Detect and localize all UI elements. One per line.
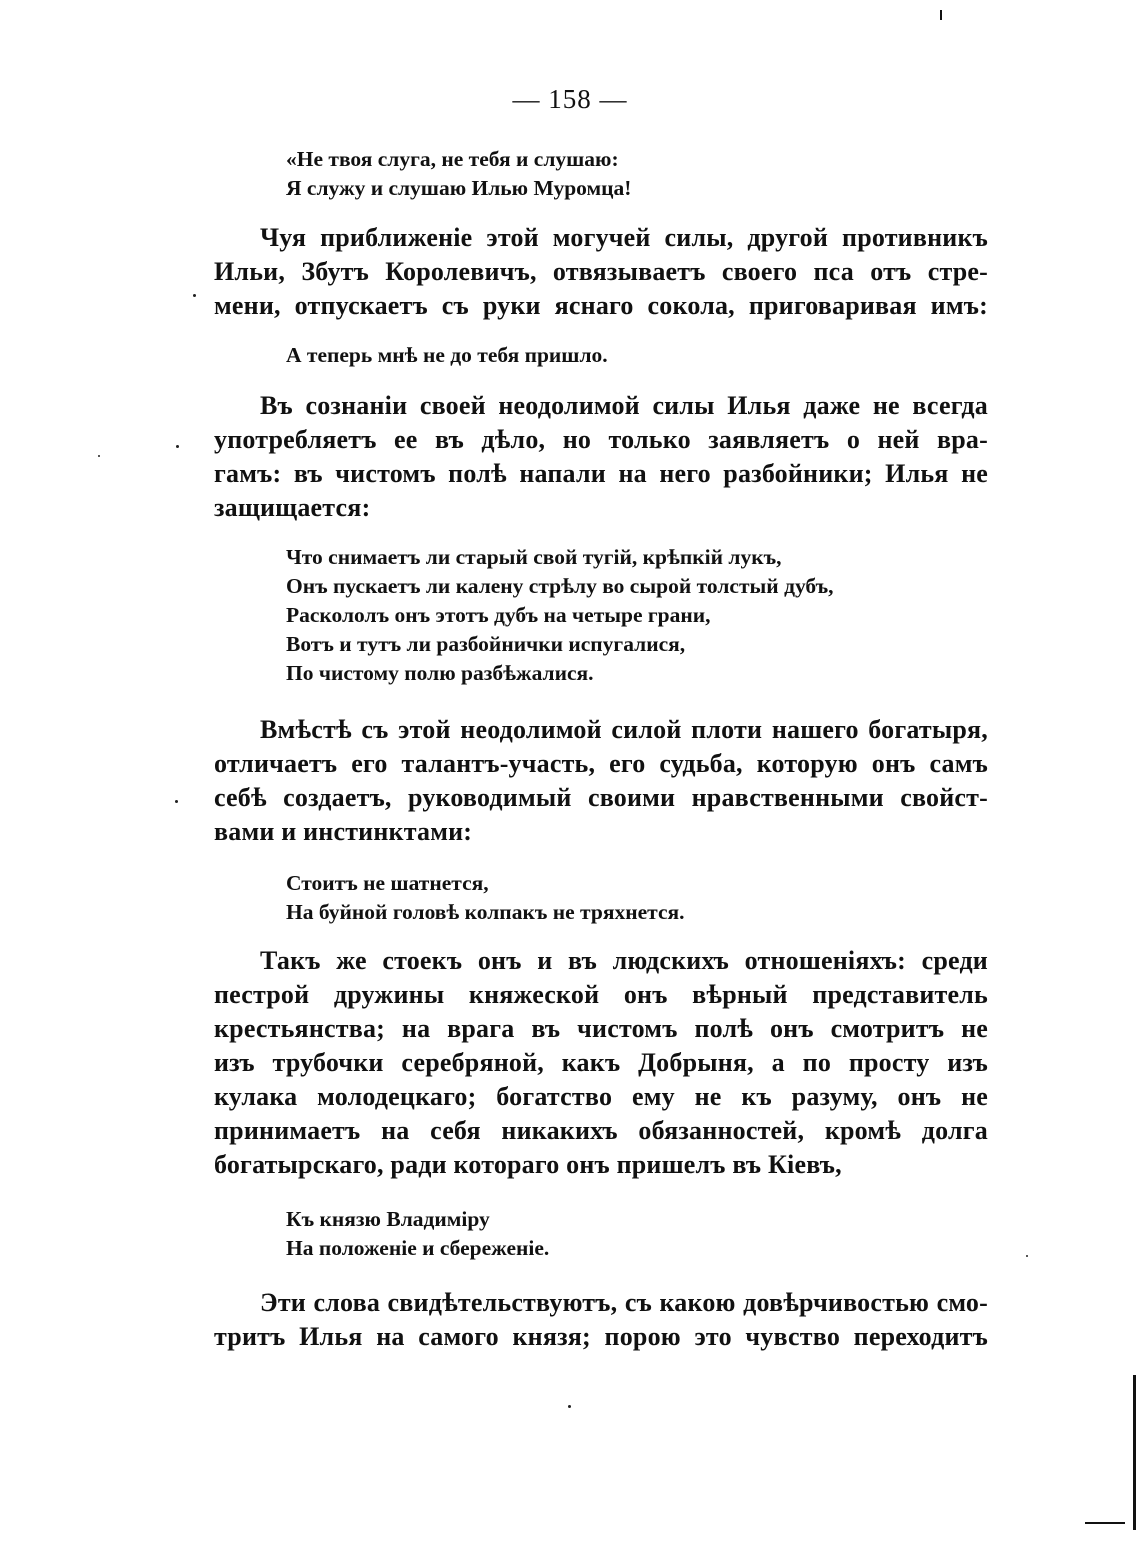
verse-line: Онъ пускаетъ ли калену стрѣлу во сырой толстый дубъ, (286, 574, 834, 598)
scan-speck (568, 1405, 571, 1408)
paragraph-line: Вмѣстѣ съ этой неодолимой силой плоти нашего богатыря, (260, 715, 988, 744)
paragraph-line: вами и инстинктами: (214, 817, 473, 846)
verse-block (286, 869, 685, 927)
paragraph (214, 389, 988, 525)
scan-speck (1026, 1255, 1028, 1257)
verse-line: На буйной головѣ колпакъ не тряхнется. (286, 900, 685, 924)
paragraph-line: мени, отпускаетъ съ руки яснаго сокола, приговаривая имъ: (214, 291, 988, 320)
scan-speck (193, 294, 196, 297)
paragraph (214, 944, 988, 1182)
verse-line: Вотъ и тутъ ли разбойнички испугалися, (286, 632, 686, 656)
paragraph (214, 1286, 988, 1354)
paragraph-line: Чуя приближеніе этой могучей силы, другой противникъ (260, 223, 988, 252)
scan-edge-mark (1133, 1375, 1136, 1530)
paragraph-line: отличаетъ его талантъ-участь, его судьба, которую онъ самъ (214, 749, 988, 778)
scan-speck (98, 455, 100, 457)
paragraph-line: крестьянства; на врага въ чистомъ полѣ онъ смотритъ не (214, 1014, 988, 1043)
scan-speck (176, 445, 179, 448)
paragraph-line: Такъ же стоекъ онъ и въ людскихъ отношеніяхъ: среди (260, 946, 988, 975)
verse-line: «Не твоя слуга, не тебя и слушаю: (286, 147, 619, 171)
paragraph-line: гамъ: въ чистомъ полѣ напали на него разбойники; Илья не (214, 459, 988, 488)
verse-line: Къ князю Владиміру (286, 1207, 490, 1231)
paragraph-line: изъ трубочки серебряной, какъ Добрыня, а по просту изъ (214, 1048, 988, 1077)
paragraph-line: кулака молодецкаго; богатство ему не къ разуму, онъ не (214, 1082, 988, 1111)
paragraph-line: принимаетъ на себя никакихъ обязанностей, кромѣ долга (214, 1116, 988, 1145)
paragraph-line: тритъ Илья на самого князя; порою это чувство переходитъ (214, 1322, 988, 1351)
verse-block (286, 1205, 549, 1263)
scan-speck (175, 800, 178, 803)
paragraph (214, 713, 988, 849)
paragraph-line: богатырскаго, ради котораго онъ пришелъ въ Кіевъ, (214, 1150, 842, 1179)
verse-line: А теперь мнѣ не до тебя пришло. (286, 343, 608, 367)
verse-line: На положеніе и сбереженіе. (286, 1236, 550, 1260)
verse-block (286, 341, 608, 370)
verse-line: По чистому полю разбѣжалися. (286, 661, 594, 685)
page-number: — 158 — (512, 84, 628, 114)
scan-edge-mark (940, 10, 942, 20)
verse-line: Я служу и слушаю Илью Муромца! (286, 176, 632, 200)
paragraph (214, 221, 988, 323)
verse-block (286, 543, 834, 688)
paragraph-line: себѣ создаетъ, руководимый своими нравственными свойст- (214, 783, 988, 812)
verse-line: Что снимаетъ ли старый свой тугій, крѣпкій лукъ, (286, 545, 782, 569)
verse-line: Раскололъ онъ этотъ дубъ на четыре грани, (286, 603, 711, 627)
paragraph-line: Ильи, Збутъ Королевичъ, отвязываетъ своего пса отъ стре- (214, 257, 988, 286)
paragraph-line: Въ сознаніи своей неодолимой силы Илья даже не всегда (260, 391, 988, 420)
verse-line: Стоитъ не шатнется, (286, 871, 489, 895)
verse-block (286, 145, 631, 203)
paragraph-line: защищается: (214, 493, 371, 522)
scan-edge-mark (1085, 1522, 1125, 1524)
paragraph-line: пестрой дружины княжеской онъ вѣрный представитель (214, 980, 988, 1009)
paragraph-line: Эти слова свидѣтельствуютъ, съ какою довѣрчивостью смо- (260, 1288, 988, 1317)
paragraph-line: употребляетъ ее въ дѣло, но только заявляетъ о ней вра- (214, 425, 988, 454)
